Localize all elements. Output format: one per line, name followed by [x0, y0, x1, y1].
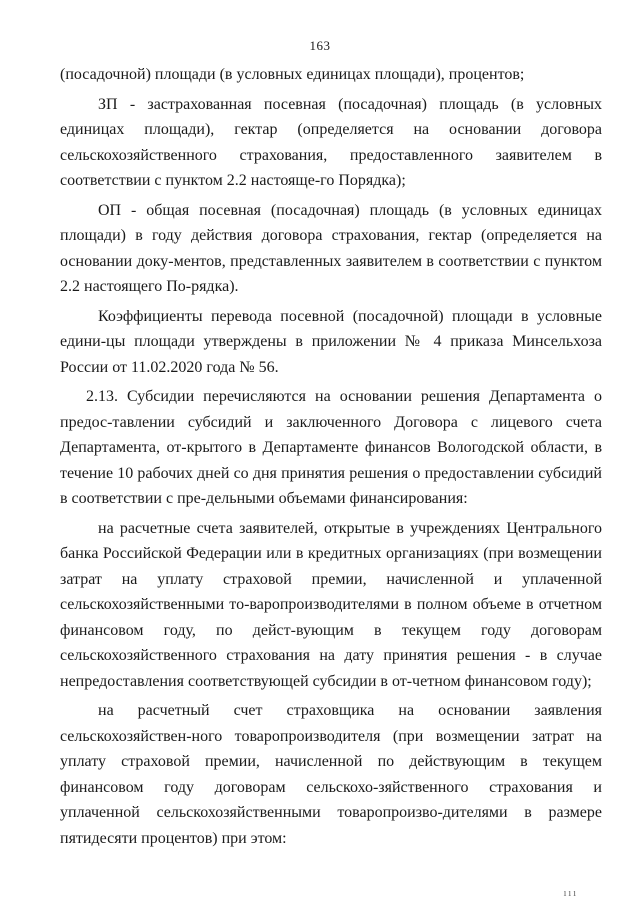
footer-mark: ııı — [563, 888, 578, 899]
paragraph-continuation: (посадочной) площади (в условных единицах площади), процентов; — [60, 66, 525, 83]
document-body — [60, 62, 602, 855]
paragraph-2-13: 2.13. Субсидии перечисляются на основании решения Департамента о предос-тавлении субсидий и заключенного Договора с лицевого счета Департамента, от-крытого в Департаменте финансов Вологодской области, в течение 10 рабочих дней со дня принятия решения о предоставлении субсидий в соответствии с пре-дельными объемами финансирования: — [60, 388, 602, 507]
paragraph-settlement-accounts: на расчетные счета заявителей, открытые в учреждениях Центрального банка Российской Федерации или в кредитных организациях (при возмещении затрат на уплату страховой премии, начисленной и уплаченной сельскохозяйственными то-варопроизводителями в полном объеме в отчетном финансовом году, по дейст-вующим в текущем году договорам сельскохозяйственного страхования на дату принятия решения - в случае непредоставления соответствующей субсидии в от-четном финансовом году); — [60, 519, 602, 690]
paragraph-coefficients: Коэффициенты перевода посевной (посадочной) площади в условные едини-цы площади утверждены в приложении № 4 приказа Минсельхоза России от 11.02.2020 года № 56. — [60, 307, 602, 376]
page-number: 163 — [309, 38, 331, 53]
paragraph-insurer-account: на расчетный счет страховщика на основании заявления сельскохозяйствен-ного товаропроизводителя (при возмещении затрат на уплату страховой премии, начисленной по действующим в текущем финансовом году договорам сельскохо-зяйственного страхования и уплаченной сельскохозяйственными товаропроизво-дителями в размере пятидесяти процентов) при этом: — [60, 702, 602, 847]
paragraph-op-definition: ОП - общая посевная (посадочная) площадь (в условных единицах площади) в году действия договора страхования, гектар (определяется на основании доку-ментов, представленных заявителем в соответствии с пунктом 2.2 настоящего По-рядка). — [60, 201, 602, 295]
paragraph-zp-definition: ЗП - застрахованная посевная (посадочная) площадь (в условных единицах площади), гектар (определяется на основании договора сельскохозяйственного страхования, предоставленного заявителем в соответствии с пунктом 2.2 настояще-го Порядка); — [60, 95, 602, 189]
